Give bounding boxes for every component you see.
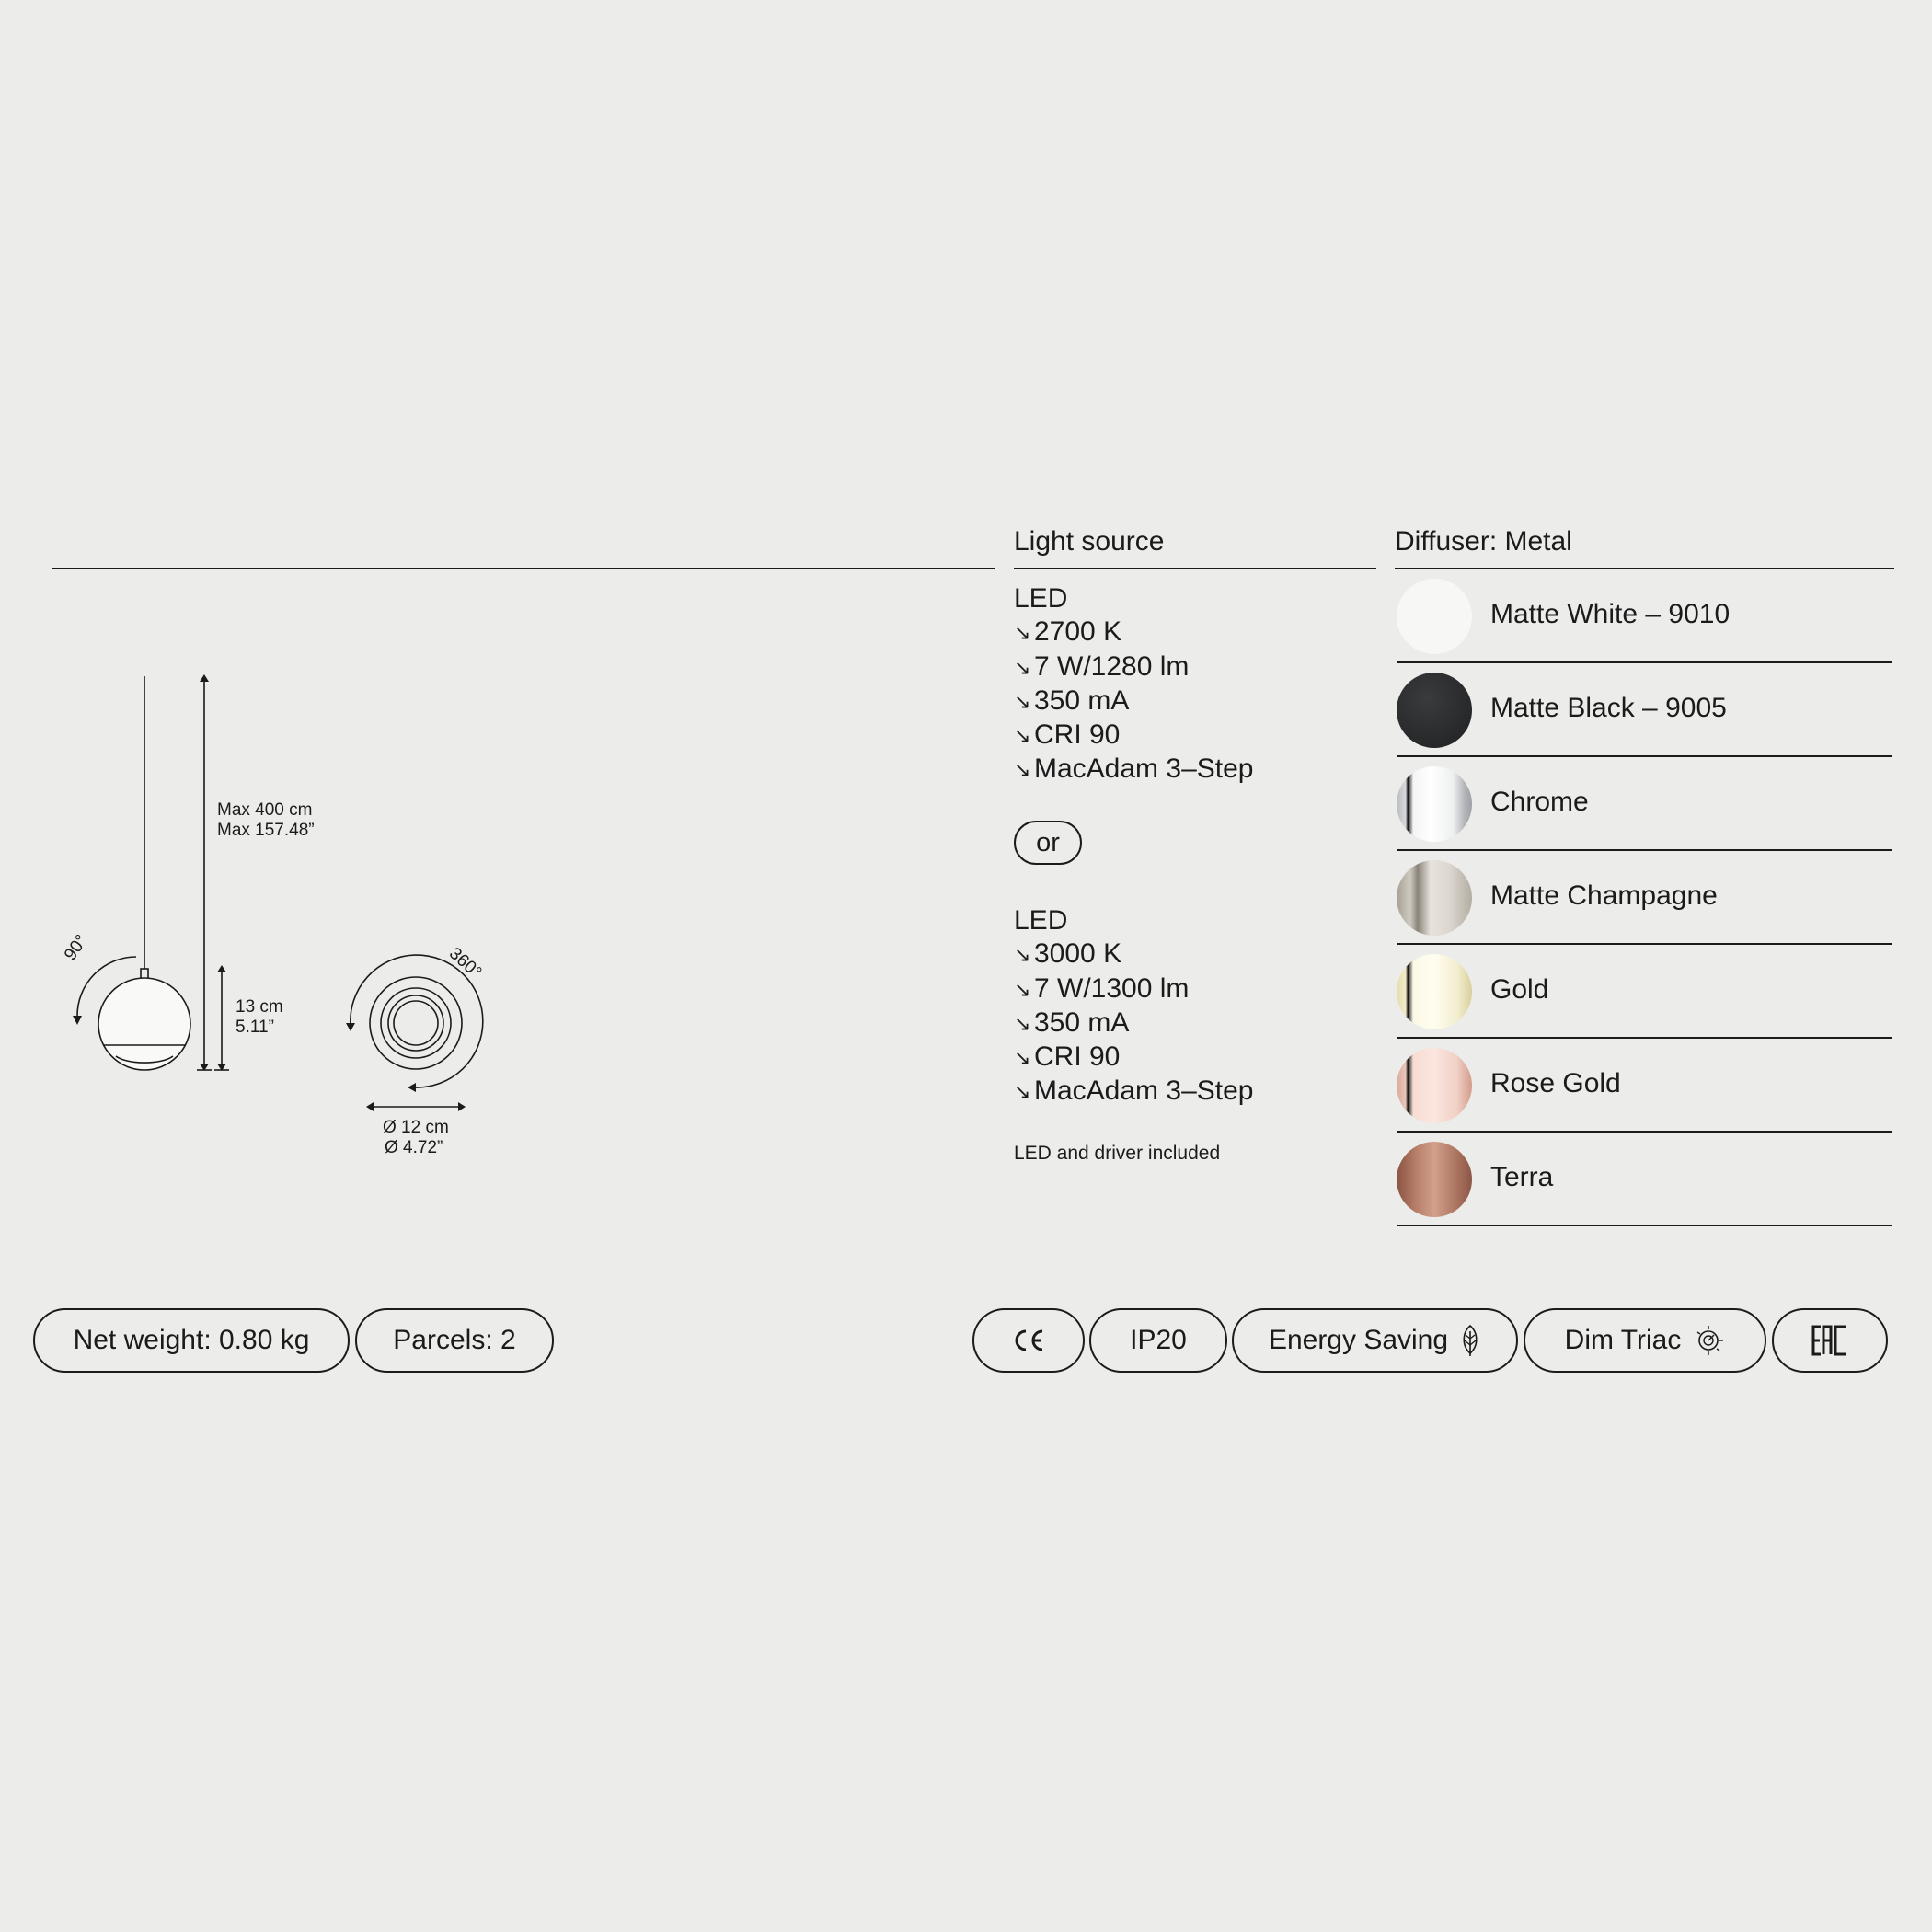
ip-rating-badge: IP20 xyxy=(1089,1308,1227,1373)
arrow-icon: ↘ xyxy=(1014,1046,1031,1070)
body-height-in: 5.11” xyxy=(236,1018,274,1037)
finish-label: Chrome xyxy=(1490,787,1589,817)
eac-badge xyxy=(1772,1308,1888,1373)
light-option-b-title: LED xyxy=(1014,905,1068,936)
swatch-matte-white xyxy=(1397,579,1472,654)
arrow-icon: ↘ xyxy=(1014,689,1031,713)
arrow-icon: ↘ xyxy=(1014,977,1031,1001)
diameter-in: Ø 4.72” xyxy=(385,1138,443,1157)
spec-line: ↘ 2700 K xyxy=(1014,615,1253,650)
dim-triac-badge: Dim Triac xyxy=(1524,1308,1766,1373)
arrow-icon: ↘ xyxy=(1014,758,1031,782)
diffuser-heading: Diffuser: Metal xyxy=(1395,526,1572,557)
tilt-angle: 90° xyxy=(61,931,92,965)
eac-mark-icon xyxy=(1811,1324,1848,1357)
light-option-b xyxy=(1014,904,1253,1110)
finish-label: Matte Black – 9005 xyxy=(1490,693,1727,723)
swatch-matte-champagne xyxy=(1397,860,1472,936)
cable-length-cm: Max 400 cm xyxy=(217,800,313,820)
light-option-a-title: LED xyxy=(1014,583,1068,614)
finish-option-terra[interactable] xyxy=(1397,1133,1892,1226)
led-driver-note: LED and driver included xyxy=(1014,1143,1221,1164)
light-option-a xyxy=(1014,582,1253,788)
finish-label: Gold xyxy=(1490,974,1549,1005)
spec-line: ↘ CRI 90 xyxy=(1014,719,1253,753)
swatch-chrome xyxy=(1397,766,1472,842)
spec-line: ↘ 3000 K xyxy=(1014,937,1253,972)
divider-light-source xyxy=(1014,568,1376,569)
spec-line: ↘ CRI 90 xyxy=(1014,1041,1253,1075)
swatch-matte-black xyxy=(1397,673,1472,748)
spec-line: ↘ 350 mA xyxy=(1014,684,1253,719)
arrow-icon: ↘ xyxy=(1014,655,1031,679)
body-height-cm: 13 cm xyxy=(236,997,283,1017)
finish-option-gold[interactable] xyxy=(1397,945,1892,1039)
arrow-icon: ↘ xyxy=(1014,621,1031,645)
arrow-icon: ↘ xyxy=(1014,943,1031,967)
swatch-terra xyxy=(1397,1142,1472,1217)
finish-option-matte-champagne[interactable] xyxy=(1397,851,1892,945)
net-weight-badge: Net weight: 0.80 kg xyxy=(33,1308,350,1373)
dimmer-icon xyxy=(1692,1324,1725,1357)
swatch-rose-gold xyxy=(1397,1048,1472,1123)
leaf-icon xyxy=(1459,1324,1481,1357)
finish-label: Terra xyxy=(1490,1162,1554,1192)
finish-label: Matte Champagne xyxy=(1490,880,1718,911)
arrow-icon: ↘ xyxy=(1014,1011,1031,1035)
rotation-angle: 360° xyxy=(444,944,486,983)
spec-line: ↘ 350 mA xyxy=(1014,1006,1253,1041)
finish-label: Rose Gold xyxy=(1490,1068,1621,1098)
spec-line: ↘ MacAdam 3–Step xyxy=(1014,1075,1253,1109)
finish-option-rose-gold[interactable] xyxy=(1397,1039,1892,1133)
finish-option-matte-white[interactable] xyxy=(1397,569,1892,663)
ce-badge xyxy=(972,1308,1085,1373)
light-source-heading: Light source xyxy=(1014,526,1165,557)
finish-label: Matte White – 9010 xyxy=(1490,599,1731,629)
energy-saving-badge: Energy Saving xyxy=(1232,1308,1518,1373)
parcels-badge: Parcels: 2 xyxy=(355,1308,554,1373)
diameter-cm: Ø 12 cm xyxy=(383,1118,449,1137)
ce-mark-icon xyxy=(1012,1328,1045,1352)
finish-option-chrome[interactable] xyxy=(1397,757,1892,851)
spec-line: ↘ 7 W/1280 lm xyxy=(1014,650,1253,684)
spec-line: ↘ 7 W/1300 lm xyxy=(1014,972,1253,1006)
swatch-gold xyxy=(1397,954,1472,1029)
spec-line: ↘ MacAdam 3–Step xyxy=(1014,753,1253,787)
cable-length-in: Max 157.48” xyxy=(217,821,315,840)
or-separator: or xyxy=(1014,821,1082,865)
finish-option-matte-black[interactable] xyxy=(1397,663,1892,757)
arrow-icon: ↘ xyxy=(1014,1080,1031,1104)
arrow-icon: ↘ xyxy=(1014,724,1031,748)
